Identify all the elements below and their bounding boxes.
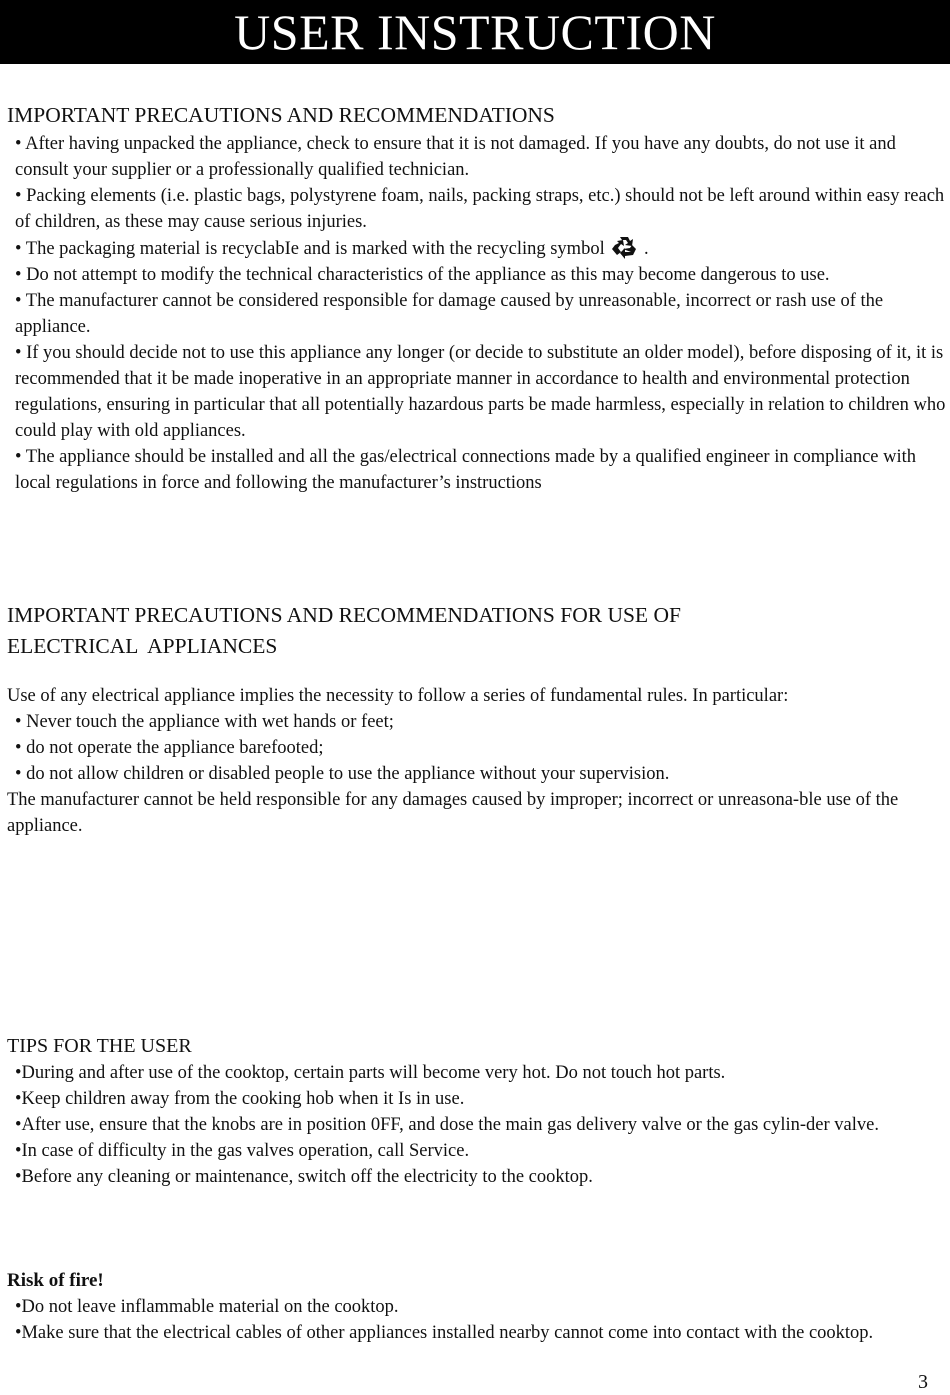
list-item: •After use, ensure that the knobs are in position 0FF, and dose the main gas delivery valve or the gas cylin-der valve. (15, 1115, 879, 1135)
tips-section (7, 1032, 947, 1190)
list-item: •Before any cleaning or maintenance, switch off the electricity to the cooktop. (15, 1167, 593, 1187)
recycle-icon (609, 235, 639, 259)
precautions-list (7, 131, 947, 496)
list-item: • Never touch the appliance with wet hands or feet; (15, 712, 394, 732)
page-number: 3 (918, 1371, 928, 1393)
page-title: USER INSTRUCTION (234, 4, 716, 60)
title-banner (0, 0, 950, 64)
recycling-suffix: . (643, 239, 649, 259)
precautions-section (7, 100, 947, 496)
electrical-section (7, 600, 947, 839)
list-item: • After having unpacked the appliance, check to ensure that it is not damaged. If you have any doubts, do not use it and consult your supplier or a professionally qualified technician. (15, 134, 896, 180)
list-item: • do not allow children or disabled people to use the appliance without your supervision. (15, 764, 670, 784)
fire-risk-list (7, 1294, 947, 1346)
list-item: • The manufacturer cannot be considered responsible for damage caused by unreasonable, incorrect or rash use of the appliance. (15, 291, 884, 337)
recycling-text: • The packaging material is recyclabIe and is marked with the recycling symbol (15, 239, 605, 259)
list-item: • Do not attempt to modify the technical characteristics of the appliance as this may become dangerous to use. (15, 265, 830, 285)
list-item-recycling (7, 235, 947, 262)
list-item: •Make sure that the electrical cables of other appliances installed nearby cannot come into contact with the cooktop. (15, 1323, 874, 1343)
fire-risk-section (7, 1268, 947, 1346)
electrical-heading-line1: IMPORTANT PRECAUTIONS AND RECOMMENDATIONS FOR USE OF (7, 603, 681, 627)
list-item: • do not operate the appliance barefooted; (15, 738, 324, 758)
electrical-heading-line2: ELECTRICAL APPLIANCES (7, 634, 278, 658)
tips-list (7, 1060, 947, 1190)
list-item: • If you should decide not to use this appliance any longer (or decide to substitute an older model), before disposing of it, it is recommended that it be made inoperative in an appropriate manner in accordance to health and environmental protection regulations, ensuring in particular that all potentially hazardous parts be made harmless, especially in relation to children who could play with old appliances. (15, 343, 946, 441)
list-item: •During and after use of the cooktop, certain parts will become very hot. Do not touch hot parts. (15, 1063, 726, 1083)
electrical-closing: The manufacturer cannot be held responsible for any damages caused by improper; incorrect or unreasona-ble use of the appliance. (7, 790, 899, 836)
tips-heading: TIPS FOR THE USER (7, 1035, 192, 1057)
list-item: •Do not leave inflammable material on the cooktop. (15, 1297, 399, 1317)
electrical-intro: Use of any electrical appliance implies the necessity to follow a series of fundamental rules. In particular: (7, 686, 789, 706)
list-item: •In case of difficulty in the gas valves operation, call Service. (15, 1141, 470, 1161)
fire-risk-heading: Risk of fire! (7, 1270, 104, 1291)
list-item: •Keep children away from the cooking hob when it Is in use. (15, 1089, 465, 1109)
list-item: • The appliance should be installed and all the gas/electrical connections made by a qualified engineer in compliance with local regulations in force and following the manufacturer’s instructions (15, 447, 917, 493)
electrical-list (7, 709, 947, 787)
precautions-heading: IMPORTANT PRECAUTIONS AND RECOMMENDATIONS (7, 103, 555, 127)
list-item: • Packing elements (i.e. plastic bags, polystyrene foam, nails, packing straps, etc.) should not be left around within easy reach of children, as these may cause serious injuries. (15, 186, 945, 232)
